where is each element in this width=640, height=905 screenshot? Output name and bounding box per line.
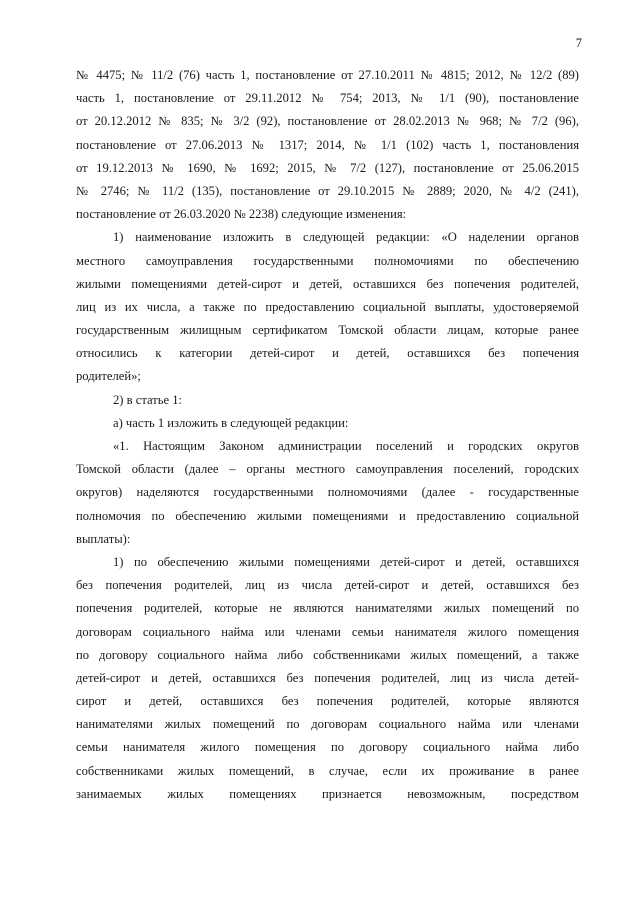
text-line: договорам социального найма или членами семьи нанимателя жилого помещения <box>76 624 579 639</box>
page-number: 7 <box>575 36 582 50</box>
text-line: округов) наделяются государственными полномочиями (далее - государственные <box>76 485 579 500</box>
text-line: постановление от 27.06.2013 № 1317; 2014, № 1/1 (102) часть 1, постановления <box>76 137 579 152</box>
text-line: сирот и детей, оставшихся без попечения родителей, которые являются <box>76 694 579 709</box>
text-line: относились к категории детей-сирот и детей, оставшихся без попечения <box>76 346 579 361</box>
text-line: попечения родителей, которые не являются нанимателями жилых помещений по <box>76 601 579 616</box>
text-line: полномочия по обеспечению жилыми помещениями и предоставлению социальной <box>76 508 579 523</box>
text-line: местного самоуправления государственными полномочиями по обеспечению <box>76 253 579 268</box>
text-line: Томской области (далее – органы местного самоуправления поселений, городских <box>76 462 579 477</box>
text-line: 1) наименование изложить в следующей редакции: «О наделении органов <box>113 230 579 245</box>
text-line: родителей»; <box>76 369 141 384</box>
text-line: постановление от 26.03.2020 № 2238) следующие изменения: <box>76 207 407 222</box>
text-line: № 2746; № 11/2 (135), постановление от 29.10.2015 № 2889; 2020, № 4/2 (241), <box>76 183 579 198</box>
text-line: часть 1, постановление от 29.11.2012 № 754; 2013, № 1/1 (90), постановление <box>76 91 579 106</box>
text-line: «1. Настоящим Законом администрации поселений и городских округов <box>113 439 579 453</box>
text-line: занимаемых жилых помещениях признается невозможным, посредством <box>76 786 579 801</box>
document-body <box>76 64 579 806</box>
text-line: собственниками жилых помещений, в случае, если их проживание в ранее <box>76 763 579 778</box>
text-line: лиц из их числа, а также по предоставлению социальной выплаты, удостоверяемой <box>76 299 579 314</box>
text-line: по договору социального найма либо собственниками жилых помещений, а также <box>76 647 579 662</box>
text-line: детей-сирот и детей, оставшихся без попечения родителей, лиц из числа детей- <box>76 670 579 685</box>
text-line: № 4475; № 11/2 (76) часть 1, постановление от 27.10.2011 № 4815; 2012, № 12/2 (89) <box>76 68 579 82</box>
text-line: государственным жилищным сертификатом Томской области лицам, которые ранее <box>76 323 579 338</box>
text-line: без попечения родителей, лиц из числа детей-сирот и детей, оставшихся без <box>76 578 579 593</box>
text-line: 1) по обеспечению жилыми помещениями детей-сирот и детей, оставшихся <box>113 554 579 569</box>
text-line: выплаты): <box>76 531 131 546</box>
text-line: семьи нанимателя жилого помещения по договору социального найма либо <box>76 740 579 755</box>
text-line: от 20.12.2012 № 835; № 3/2 (92), постановление от 28.02.2013 № 968; № 7/2 (96), <box>76 114 579 129</box>
text-line: а) часть 1 изложить в следующей редакции: <box>113 415 349 430</box>
text-line: нанимателями жилых помещений по договорам социального найма или членами <box>76 717 579 732</box>
text-line: 2) в статье 1: <box>113 392 183 407</box>
text-line: от 19.12.2013 № 1690, № 1692; 2015, № 7/2 (127), постановление от 25.06.2015 <box>76 160 579 175</box>
text-line: жилыми помещениями детей-сирот и детей, оставшихся без попечения родителей, <box>76 276 579 291</box>
